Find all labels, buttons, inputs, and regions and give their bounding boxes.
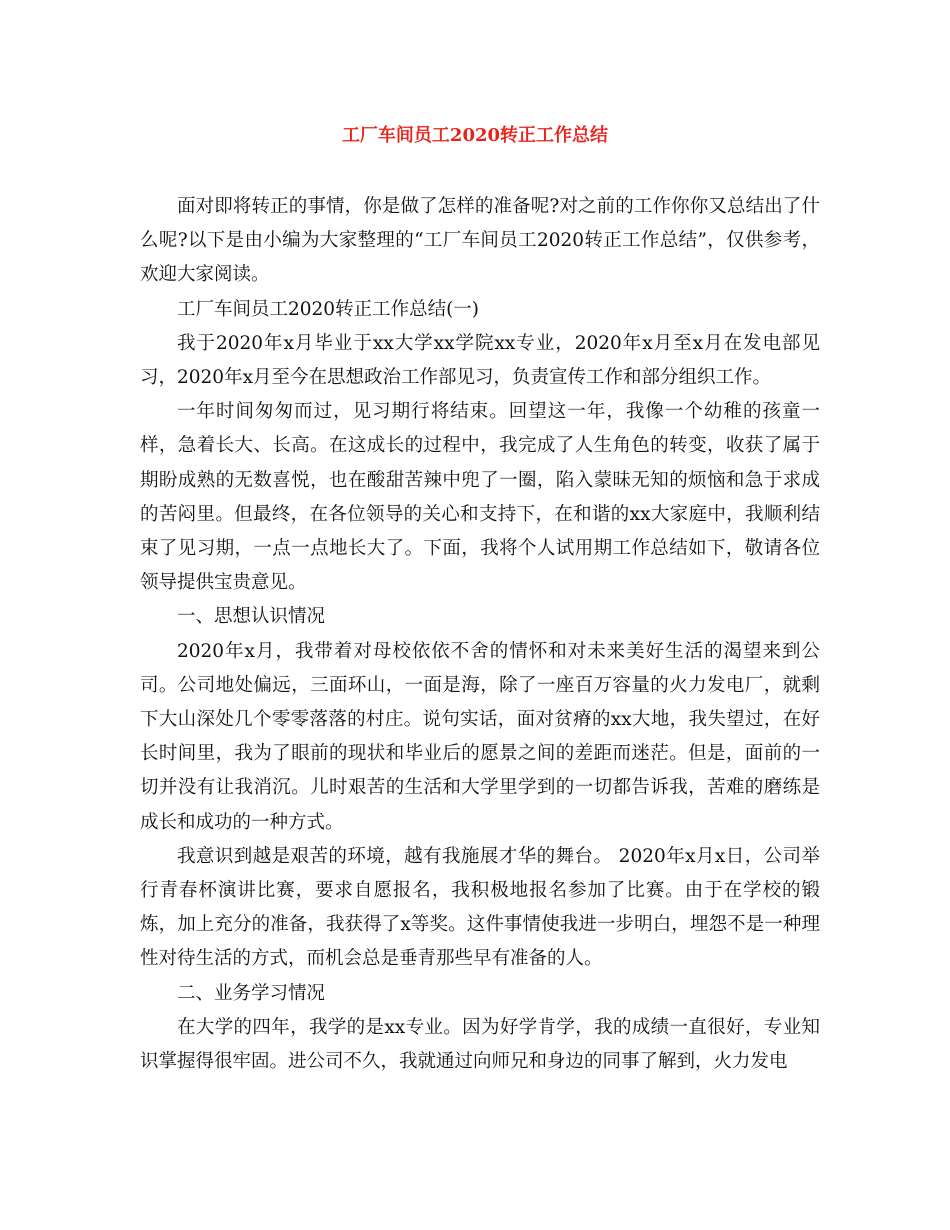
- body-paragraph: 2020年x月，我带着对母校依依不舍的情怀和对未来美好生活的渴望来到公司。公司地处偏远，三面环山，一面是海，除了一座百万容量的火力发电厂，就剩下大山深处几个零零落落的村庄。说句实话，面对贫瘠的xx大地，我失望过，在好长时间里，我为了眼前的现状和毕业后的愿景之间的差距而迷茫。但是，面前的一切并没有让我消沉。儿时艰苦的生活和大学里学到的一切都告诉我，苦难的磨练是成长和成功的一种方式。: [140, 640, 820, 833]
- body-paragraph: 在大学的四年，我学的是xx专业。因为好学肯学，我的成绩一直很好，专业知识掌握得很牢固。进公司不久，我就通过向师兄和身边的同事了解到，火力发电: [140, 1016, 820, 1073]
- intro-paragraph: 面对即将转正的事情，你是做了怎样的准备呢?对之前的工作你你又总结出了什么呢?以下是由小编为大家整理的“工厂车间员工2020转正工作总结”，仅供参考，欢迎大家阅读。: [140, 196, 820, 286]
- section-heading-summary-one: 工厂车间员工2020转正工作总结(一): [177, 298, 480, 320]
- body-paragraph: 一年时间匆匆而过，见习期行将结束。回望这一年，我像一个幼稚的孩童一样，急着长大、长高。在这成长的过程中，我完成了人生角色的转变，收获了属于期盼成熟的无数喜悦，也在酸甜苦辣中兜了一圈，陷入蒙昧无知的烦恼和急于求成的苦闷里。但最终，在各位领导的关心和支持下，在和谐的xx大家庭中，我顺利结束了见习期，一点一点地长大了。下面，我将个人试用期工作总结如下，敬请各位领导提供宝贵意见。: [140, 401, 820, 594]
- body-paragraph: 我于2020年x月毕业于xx大学xx学院xx专业，2020年x月至x月在发电部见习，2020年x月至今在思想政治工作部见习，负责宣传工作和部分组织工作。: [140, 332, 820, 389]
- document-body: [140, 190, 820, 1079]
- body-paragraph: 我意识到越是艰苦的环境，越有我施展才华的舞台。 2020年x月x日，公司举行青春杯演讲比赛，要求自愿报名，我积极地报名参加了比赛。由于在学校的锻炼，加上充分的准备，我获得了x等奖。这件事情使我进一步明白，埋怨不是一种理性对待生活的方式，而机会总是垂青那些早有准备的人。: [140, 845, 820, 970]
- section-heading-study: 二、业务学习情况: [177, 982, 326, 1004]
- section-heading-thinking: 一、思想认识情况: [177, 606, 326, 628]
- document-title: 工厂车间员工2020转正工作总结: [341, 125, 609, 146]
